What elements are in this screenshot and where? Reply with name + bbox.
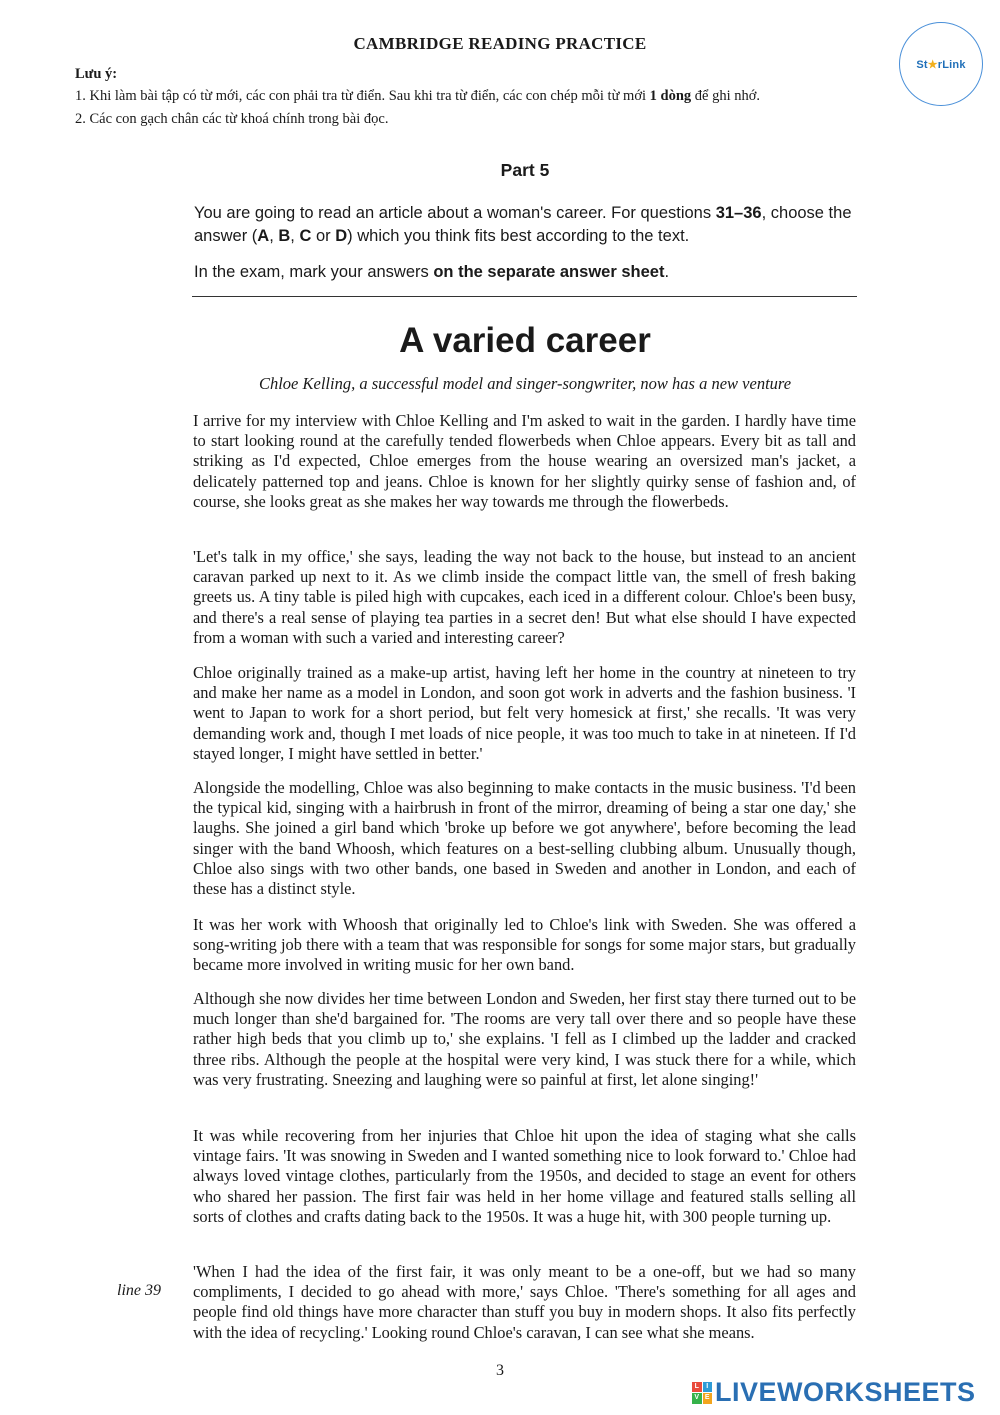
paragraph-2: 'Let's talk in my office,' she says, leading the way not back to the house, but instead to an ancient caravan parked up next to it. As we climb inside the compact little van, the smell of fresh baking greets us. A tiny table is piled high with cupcakes, each iced in a different colour. Chloe's been busy, and there's a real sense of playing tea parties in a secret den! But what else should I have expected from a woman with such a varied and interesting career? bbox=[193, 547, 856, 647]
live-badge-icon: L I V E bbox=[692, 1382, 712, 1404]
paragraph-6: Although she now divides her time between London and Sweden, her first stay there turned out to be much longer than she'd bargained for. 'The rooms are very tall over there and so people have these rather high beds that you climb up to,' she explains. 'I fell as I climbed up the ladder and cracked three ribs. Although the people at the hospital were very kind, I was stuck there for a while, which was very frustrating. Sneezing and laughing were so painful at first, let alone singing!' bbox=[193, 989, 856, 1089]
line-39-label: line 39 bbox=[117, 1282, 161, 1299]
paragraph-4: Alongside the modelling, Chloe was also beginning to make contacts in the music business. 'I'd been the typical kid, singing with a hairbrush in front of the mirror, dreaming of being a star one day,' she laughs. She joined a girl band which 'broke up before we got anywhere', before becoming the lead singer with the band Whoosh, which features on a best-selling clubbing album. Unusually though, Chloe also sings with two other bands, one based in Sweden and another in London, and each of these has a distinct style. bbox=[193, 778, 856, 899]
paragraph-5: It was her work with Whoosh that originally led to Chloe's link with Sweden. She was offered a song-writing job there with a team that was responsible for songs for some major stars, but gradually became more involved in writing music for her own band. bbox=[193, 915, 856, 975]
paragraph-1: I arrive for my interview with Chloe Kelling and I'm asked to wait in the garden. I hardly have time to start looking round at the carefully tended flowerbeds when Chloe appears. Every bit as tall and striking as I'd expected, Chloe emerges from the house wearing an oversized man's jacket, a delicately patterned top and jeans. Chloe is known for her slightly quirky sense of fashion and, of course, she looks great as she makes her way towards me through the flowerbeds. bbox=[193, 411, 856, 511]
page-number: 3 bbox=[496, 1362, 504, 1379]
brand-text: LIVEWORKSHEETS bbox=[715, 1377, 976, 1407]
note-line-1: 1. Khi làm bài tập có từ mới, các con phải tra từ điển. Sau khi tra từ điển, các con chép mỗi từ mới 1 dòng để ghi nhớ. bbox=[75, 88, 761, 104]
star-icon: ★ bbox=[927, 58, 938, 71]
page-header-title: CAMBRIDGE READING PRACTICE bbox=[353, 34, 647, 53]
starlink-logo bbox=[899, 22, 983, 106]
paragraph-8: 'When I had the idea of the first fair, it was only meant to be a one-off, but we had so many compliments, I decided to go ahead with more,' says Chloe. 'There's something for all ages and people find old things have more character than stuff you buy in modern shops. It also fits perfectly with the idea of recycling.' Looking round Chloe's caravan, I can see what she means. bbox=[193, 1262, 856, 1342]
paragraph-7: It was while recovering from her injuries that Chloe hit upon the idea of staging what she calls vintage fairs. 'It was snowing in Sweden and I wanted something nice to look forward to.' Chloe had always loved vintage clothes, particularly from the 1950s, and decided to stage an event for others who shared her passion. The first fair was held in her home village and featured stalls selling all sorts of clothes and crafts dating back to the 1950s. It was a huge hit, with 300 people turning up. bbox=[193, 1126, 856, 1226]
part-title: Part 5 bbox=[500, 160, 550, 180]
instructions: You are going to read an article about a woman's career. For questions 31–36, choose the answer (A, B, C or D) which you think fits best according to the text. bbox=[194, 204, 852, 245]
answer-sheet-instruction: In the exam, mark your answers on the separate answer sheet. bbox=[194, 263, 670, 281]
article-title: A varied career bbox=[399, 321, 651, 360]
divider bbox=[192, 296, 857, 297]
article-subtitle: Chloe Kelling, a successful model and singer-songwriter, now has a new venture bbox=[258, 374, 792, 393]
note-line-2: 2. Các con gạch chân các từ khoá chính trong bài đọc. bbox=[75, 111, 389, 127]
logo-text: St★rLink bbox=[916, 58, 966, 71]
liveworksheets-brand bbox=[692, 1377, 976, 1408]
note-label: Lưu ý: bbox=[75, 66, 118, 82]
paragraph-3: Chloe originally trained as a make-up artist, having left her home in the country at nineteen to try and make her name as a model in London, and soon got work in adverts and the fashion business. 'I went to Japan to work for a short period, but felt very homesick at first,' she recalls. 'It was very demanding work and, though I met loads of nice people, it was too much to take in at nineteen. If I'd stayed longer, I might have settled in better.' bbox=[193, 663, 856, 763]
